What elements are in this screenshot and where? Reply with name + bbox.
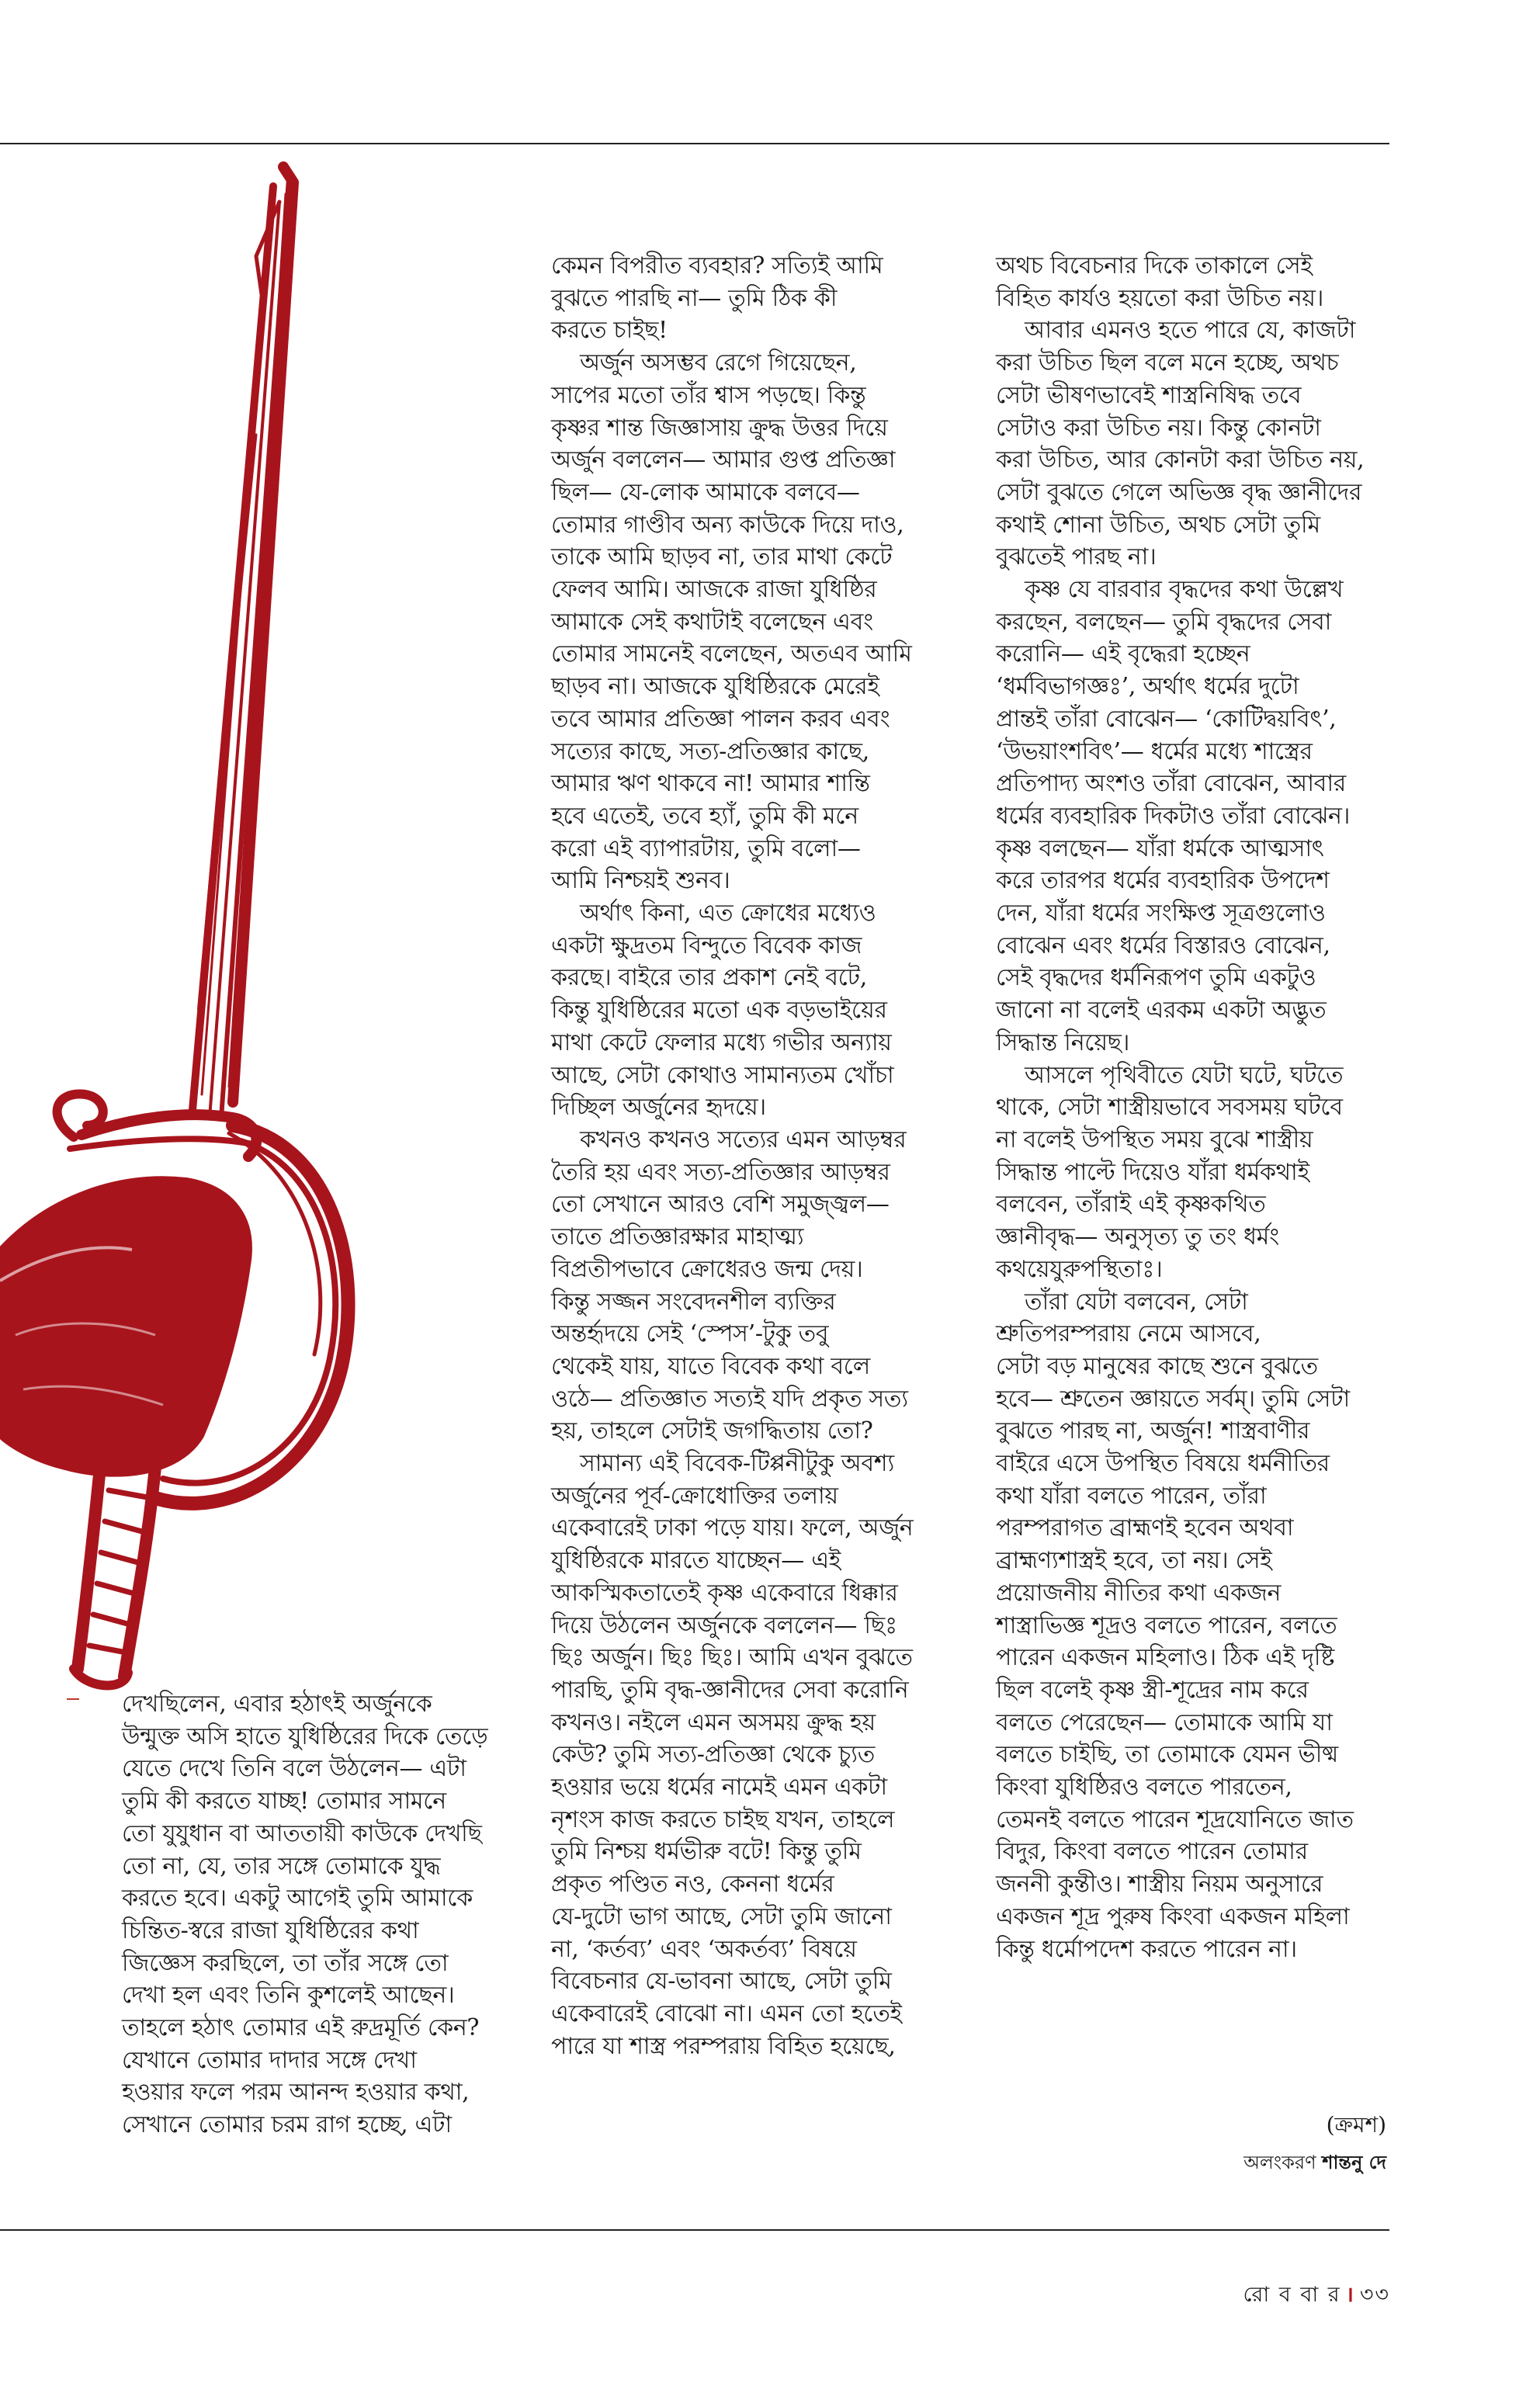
text-line: ‘উভয়াংশবিৎ’— ধর্মের মধ্যে শাস্ত্রের — [996, 737, 1313, 765]
text-line: তাতে প্রতিজ্ঞারক্ষার মাহাত্ম্য — [551, 1223, 804, 1251]
text-line: নৃশংস কাজ করতে চাইছ যখন, তাহলে — [551, 1805, 895, 1833]
text-line: তাকে আমি ছাড়ব না, তার মাথা কেটে — [551, 543, 893, 571]
text-line: ছিল বলেই কৃষ্ণ স্ত্রী-শূদ্রের নাম করে — [996, 1676, 1309, 1704]
text-line: ওঠে— প্রতিজ্ঞাত সত্যই যদি প্রকৃত সত্য — [551, 1385, 908, 1413]
text-line: আমি নিশ্চয়ই শুনব। — [551, 867, 730, 895]
text-line: থাকে, সেটা শাস্ত্রীয়ভাবে সবসময় ঘটবে — [996, 1094, 1343, 1122]
text-line: জানো না বলেই এরকম একটা অদ্ভুত — [996, 997, 1327, 1025]
text-line: চিন্তিত-স্বরে রাজা যুধিষ্ঠিরের কথা — [122, 1916, 419, 1944]
text-line: শ্রুতিপরম্পরায় নেমে আসবে, — [996, 1320, 1261, 1348]
text-line: অথচ বিবেচনার দিকে তাকালে সেই — [996, 252, 1313, 279]
text-line: কখনও। নইলে এমন অসময় ক্রুদ্ধ হয় — [551, 1708, 876, 1736]
footer-separator: । — [1345, 2283, 1355, 2307]
text-line: সেই বৃদ্ধদের ধর্মনিরূপণ তুমি একটুও — [996, 964, 1316, 992]
sword-illustration — [0, 155, 419, 1700]
body-column-right — [996, 250, 1400, 1965]
text-line: বুঝতে পারছি না— তুমি ঠিক কী — [551, 284, 838, 312]
text-line: আসলে পৃথিবীতে যেটা ঘটে, ঘটতে — [996, 1061, 1344, 1089]
text-line: কখনও কখনও সত্যের এমন আড়ম্বর — [551, 1125, 907, 1153]
text-line: আমার ঋণ থাকবে না! আমার শান্তি — [551, 770, 870, 798]
text-line: হওয়ার ফলে পরম আনন্দ হওয়ার কথা, — [122, 2079, 470, 2107]
text-line: তো সেখানে আরও বেশি সমুজ্জ্বল— — [551, 1191, 890, 1219]
text-line: কৃষ্ণ যে বারবার বৃদ্ধদের কথা উল্লেখ — [996, 576, 1344, 604]
text-line: আবার এমনও হতে পারে যে, কাজটা — [996, 317, 1356, 345]
illustration-credit — [1243, 2148, 1386, 2180]
text-line: তো যুযুধান বা আততায়ী কাউকে দেখছি — [122, 1819, 482, 1847]
text-line: আছে, সেটা কোথাও সামান্যতম খোঁচা — [551, 1061, 894, 1089]
text-line: না বলেই উপস্থিত সময় বুঝে শাস্ত্রীয় — [996, 1125, 1313, 1153]
text-line: বলবেন, তাঁরাই এই কৃষ্ণকথিত — [996, 1191, 1266, 1219]
body-column-left — [122, 1688, 510, 2142]
text-line: থেকেই যায়, যাতে বিবেক কথা বলে — [551, 1352, 870, 1380]
text-line: কিন্তু ধর্মোপদেশ করতে পারেন না। — [996, 1935, 1297, 1963]
text-line: না, ‘কর্তব্য’ এবং ‘অকর্তব্য’ বিষয়ে — [551, 1935, 857, 1963]
text-line: মাথা কেটে ফেলার মধ্যে গভীর অন্যায় — [551, 1028, 892, 1056]
text-line: একেবারেই ঢাকা পড়ে যায়। ফলে, অর্জুন — [551, 1514, 914, 1542]
text-line: করা উচিত, আর কোনটা করা উচিত নয়, — [996, 446, 1365, 474]
text-line: পারেন একজন মহিলাও। ঠিক এই দৃষ্টি — [996, 1644, 1335, 1672]
text-line: সামান্য এই বিবেক-টিপ্পনীটুকু অবশ্য — [551, 1450, 894, 1478]
text-line: একজন শূদ্র পুরুষ কিংবা একজন মহিলা — [996, 1902, 1350, 1930]
text-line: করো এই ব্যাপারটায়, তুমি বলো— — [551, 834, 861, 862]
text-line: শাস্ত্রাভিজ্ঞ শূদ্রও বলতে পারেন, বলতে — [996, 1611, 1337, 1639]
text-line: ছিল— যে-লোক আমাকে বলবে— — [551, 478, 860, 506]
text-line: পারছি, তুমি বৃদ্ধ-জ্ঞানীদের সেবা করোনি — [551, 1676, 909, 1704]
text-line: ফেলব আমি। আজকে রাজা যুধিষ্ঠির — [551, 576, 877, 604]
text-line: বিহিত কার্যও হয়তো করা উচিত নয়। — [996, 284, 1324, 312]
text-line: সিদ্ধান্ত নিয়েছ। — [996, 1028, 1130, 1056]
text-line: সেটা ভীষণভাবেই শাস্ত্রনিষিদ্ধ তবে — [996, 381, 1302, 409]
text-line: যেখানে তোমার দাদার সঙ্গে দেখা — [122, 2046, 417, 2074]
text-line: তোমার গাণ্ডীব অন্য কাউকে দিয়ে দাও, — [551, 511, 904, 539]
text-line: প্রতিপাদ্য অংশও তাঁরা বোঝেন, আবার — [996, 770, 1346, 798]
text-line: যুধিষ্ঠিরকে মারতে যাচ্ছেন— এই — [551, 1547, 841, 1575]
text-line: বিদুর, কিংবা বলতে পারেন তোমার — [996, 1838, 1308, 1866]
dash-marker — [67, 1698, 79, 1700]
body-column-middle — [551, 250, 986, 2062]
text-line: বলতে পেরেছেন— তোমাকে আমি যা — [996, 1708, 1333, 1736]
text-line: অর্জুন বললেন— আমার গুপ্ত প্রতিজ্ঞা — [551, 446, 896, 474]
text-line: তেমনই বলতে পারেন শূদ্রযোনিতে জাত — [996, 1805, 1354, 1833]
text-line: তুমি কী করতে যাচ্ছ! তোমার সামনে — [122, 1788, 446, 1816]
text-line: যেতে দেখে তিনি বলে উঠলেন— এটা — [122, 1755, 467, 1783]
text-line: তাহলে হঠাৎ তোমার এই রুদ্রমূর্তি কেন? — [122, 2014, 480, 2042]
text-line: জ্ঞানীবৃদ্ধ— অনুসৃত্য তু তং ধর্মং — [996, 1223, 1279, 1251]
text-line: বাইরে এসে উপস্থিত বিষয়ে ধর্মনীতির — [996, 1450, 1330, 1478]
credit-label: অলংকরণ — [1243, 2152, 1316, 2173]
text-line: উন্মুক্ত অসি হাতে যুধিষ্ঠিরের দিকে তেড়ে — [122, 1722, 488, 1750]
text-line: করে তারপর ধর্মের ব্যবহারিক উপদেশ — [996, 867, 1330, 895]
text-line: কথা যাঁরা বলতে পারেন, তাঁরা — [996, 1482, 1267, 1510]
text-line: দেখছিলেন, এবার হঠাৎই অর্জুনকে — [122, 1691, 432, 1718]
text-line: তাঁরা যেটা বলবেন, সেটা — [996, 1288, 1248, 1316]
text-line: দেন, যাঁরা ধর্মের সংক্ষিপ্ত সূত্রগুলোও — [996, 900, 1326, 928]
text-line: ‘ধর্মবিভাগজ্ঞঃ’, অর্থাৎ ধর্মের দুটো — [996, 673, 1299, 701]
text-line: জননী কুন্তীও। শাস্ত্রীয় নিয়ম অনুসারে — [996, 1871, 1323, 1899]
text-line: দেখা হল এবং তিনি কুশলেই আছেন। — [122, 1982, 455, 2010]
text-line: বুঝতেই পারছ না। — [996, 543, 1157, 571]
text-line: করা উচিত ছিল বলে মনে হচ্ছে, অথচ — [996, 349, 1339, 377]
text-line: একটা ক্ষুদ্রতম বিন্দুতে বিবেক কাজ — [551, 931, 862, 959]
text-line: পরম্পরাগত ব্রাহ্মণই হবেন অথবা — [996, 1514, 1294, 1542]
text-line: বোঝেন এবং ধর্মের বিস্তারও বোঝেন, — [996, 931, 1330, 959]
text-line: জিজ্ঞেস করছিলে, তা তাঁর সঙ্গে তো — [122, 1949, 449, 1977]
text-line: কৃষ্ণর শান্ত জিজ্ঞাসায় ক্রুদ্ধ উত্তর দিয়ে — [551, 414, 888, 442]
text-line: ধর্মের ব্যবহারিক দিকটাও তাঁরা বোঝেন। — [996, 802, 1351, 830]
text-line: প্রয়োজনীয় নীতির কথা একজন — [996, 1579, 1282, 1607]
text-line: করতে হবে। একটু আগেই তুমি আমাকে — [122, 1885, 473, 1913]
text-line: আকস্মিকতাতেই কৃষ্ণ একেবারে ধিক্কার — [551, 1579, 898, 1607]
text-line: অর্জুনের পূর্ব-ক্রোধোক্তির তলায় — [551, 1482, 838, 1510]
text-line: সত্যের কাছে, সত্য-প্রতিজ্ঞার কাছে, — [551, 737, 869, 765]
text-line: কৃষ্ণ বলছেন— যাঁরা ধর্মকে আত্মসাৎ — [996, 834, 1324, 862]
text-line: হবে এতেই, তবে হ্যাঁ, তুমি কী মনে — [551, 802, 858, 830]
text-line: পারে যা শাস্ত্র পরম্পরায় বিহিত হয়েছে, — [551, 2032, 896, 2060]
text-line: বুঝতে পারছ না, অর্জুন! শাস্ত্রবাণীর — [996, 1417, 1310, 1445]
text-line: কিন্তু যুধিষ্ঠিরের মতো এক বড়ভাইয়ের — [551, 997, 887, 1025]
top-rule — [0, 143, 1389, 144]
text-line: বলতে চাইছি, তা তোমাকে যেমন ভীষ্ম — [996, 1741, 1338, 1769]
text-line: দিয়ে উঠলেন অর্জুনকে বললেন— ছিঃ — [551, 1611, 897, 1639]
text-line: প্রকৃত পণ্ডিত নও, কেননা ধর্মের — [551, 1871, 834, 1899]
magazine-name: রো ব বা র — [1243, 2283, 1341, 2307]
page-footer — [1243, 2279, 1390, 2314]
text-line: কথয়েযুরুপস্থিতাঃ। — [996, 1255, 1163, 1283]
text-line: বিবেচনার যে-ভাবনা আছে, সেটা তুমি — [551, 1968, 892, 1996]
text-line: দিচ্ছিল অর্জুনের হৃদয়ে। — [551, 1094, 766, 1122]
text-line: করোনি— এই বৃদ্ধেরা হচ্ছেন — [996, 640, 1250, 668]
text-line: কথাই শোনা উচিত, অথচ সেটা তুমি — [996, 511, 1320, 539]
text-line: কিংবা যুধিষ্ঠিরও বলতে পারতেন, — [996, 1774, 1292, 1802]
text-line: সেখানে তোমার চরম রাগ হচ্ছে, এটা — [122, 2111, 452, 2139]
text-line: অর্থাৎ কিনা, এত ক্রোধের মধ্যেও — [551, 900, 876, 928]
text-line: তো না, যে, তার সঙ্গে তোমাকে যুদ্ধ — [122, 1852, 441, 1880]
text-line: করছেন, বলছেন— তুমি বৃদ্ধদের সেবা — [996, 608, 1332, 636]
text-line: প্রান্তই তাঁরা বোঝেন— ‘কোটিদ্বয়বিৎ’, — [996, 705, 1337, 733]
text-line: সেটাও করা উচিত নয়। কিন্তু কোনটা — [996, 414, 1321, 442]
page-number: ৩৩ — [1359, 2283, 1390, 2307]
text-line: অন্তর্হৃদয়ে সেই ‘স্পেস’-টুকু তবু — [551, 1320, 829, 1348]
bottom-rule — [0, 2229, 1389, 2231]
text-line: সেটা বড় মানুষের কাছে শুনে বুঝতে — [996, 1352, 1318, 1380]
text-line: হওয়ার ভয়ে ধর্মের নামেই এমন একটা — [551, 1774, 887, 1802]
text-line: যে-দুটো ভাগ আছে, সেটা তুমি জানো — [551, 1902, 892, 1930]
text-line: কিন্তু সজ্জন সংবেদনশীল ব্যক্তির — [551, 1288, 836, 1316]
text-line: বিপ্রতীপভাবে ক্রোধেরও জন্ম দেয়। — [551, 1255, 863, 1283]
text-line: সেটা বুঝতে গেলে অভিজ্ঞ বৃদ্ধ জ্ঞানীদের — [996, 478, 1362, 506]
text-line: ছিঃ অর্জুন। ছিঃ ছিঃ। আমি এখন বুঝতে — [551, 1644, 913, 1672]
text-line: আমাকে সেই কথাটাই বলেছেন এবং — [551, 608, 873, 636]
text-line: তুমি নিশ্চয় ধর্মভীরু বটে! কিন্তু তুমি — [551, 1838, 862, 1866]
continued-label: (ক্রমশ) — [1326, 2112, 1386, 2138]
text-line: কেউ? তুমি সত্য-প্রতিজ্ঞা থেকে চ্যুত — [551, 1741, 875, 1769]
text-line: তোমার সামনেই বলেছেন, অতএব আমি — [551, 640, 912, 668]
text-line: করছে। বাইরে তার প্রকাশ নেই বটে, — [551, 964, 867, 992]
text-line: সিদ্ধান্ত পাল্টে দিয়েও যাঁরা ধর্মকথাই — [996, 1158, 1309, 1186]
text-line: সাপের মতো তাঁর শ্বাস পড়ছে। কিন্তু — [551, 381, 866, 409]
text-line: হয়, তাহলে সেটাই জগদ্ধিতায় তো? — [551, 1417, 873, 1445]
text-line: কেমন বিপরীত ব্যবহার? সত্যিই আমি — [551, 252, 883, 279]
text-line: ব্রাহ্মণ্যশাস্ত্রই হবে, তা নয়। সেই — [996, 1547, 1272, 1575]
text-line: অর্জুন অসম্ভব রেগে গিয়েছেন, — [551, 349, 857, 377]
text-line: একেবারেই বোঝো না। এমন তো হতেই — [551, 1999, 902, 2027]
text-line: তৈরি হয় এবং সত্য-প্রতিজ্ঞার আড়ম্বর — [551, 1158, 890, 1186]
text-line: হবে— শ্রুতেন জ্ঞায়তে সর্বম্। তুমি সেটা — [996, 1385, 1350, 1413]
credit-name: শান্তনু দে — [1322, 2151, 1386, 2173]
text-line: তবে আমার প্রতিজ্ঞা পালন করব এবং — [551, 705, 890, 733]
text-line: করতে চাইছ! — [551, 317, 668, 345]
text-line: ছাড়ব না। আজকে যুধিষ্ঠিরকে মেরেই — [551, 673, 879, 701]
